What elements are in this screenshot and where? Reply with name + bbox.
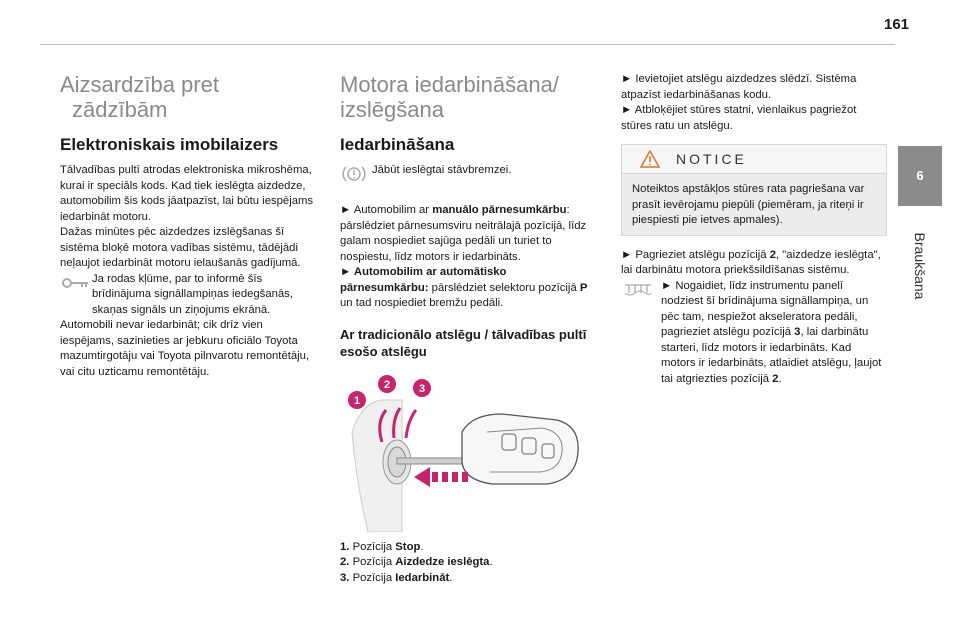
parking-brake-note: Jābūt ieslēgtai stāvbremzei. — [340, 163, 598, 193]
section-title-anti-theft: Aizsardzība pret zādzībām — [60, 72, 219, 122]
notice-box — [621, 144, 887, 236]
warning-light-note: Ja rodas kļūme, par to informē šīs brīdinājuma signāllampiņas iedegšanās, skaņas signāls un ziņojums ekrānā. — [60, 272, 318, 319]
column-engine-start — [340, 72, 598, 586]
key-warning-icon — [60, 274, 90, 290]
preheat-step: ► Nogaidiet, līdz instrumentu panelī nodziest šī brīdinājuma signāllampiņa, un pēc tam, nespiežot akseleratora pedāli, pagrieziet atslēgu pozīcijā 3, lai darbinātu starteri, līdz motors ir iedarbināts. Kad motors ir iedarbināts, atlaidiet atslēgu, ļaujot tai atgriezties pozīcijā 2. — [621, 279, 887, 388]
paragraph: Automobili nevar iedarbināt; cik drīz vien iespējams, sazinieties ar jebkuru oficiālo Toyota mazumtirgotāju vai Toyota pilnvarotu remontētāju, vai citu uzticamu remontētāju. — [60, 319, 310, 378]
page-number: 161 — [884, 16, 910, 33]
procedure-step: ► Pagrieziet atslēgu pozīcijā 2, "aizdedze ieslēgta", lai darbinātu motora priekšsildīšanas sistēmu. — [621, 248, 881, 276]
diagram-label-1: 1 — [353, 394, 361, 407]
heading-immobiliser: Elektroniskais imobilaizers — [60, 135, 279, 154]
header-divider — [40, 44, 895, 45]
chapter-label-text: Braukšana — [912, 232, 928, 300]
diagram-label-3: 3 — [418, 382, 426, 395]
parking-brake-icon — [340, 165, 368, 183]
procedure-step: ► Ievietojiet atslēgu aizdedzes slēdzī. Sistēma atpazīst iedarbināšanas kodu. — [621, 73, 857, 101]
paragraph: Tālvadības pultī atrodas elektroniska mikroshēma, kurai ir speciāls kods. Kad tiek ieslēgta aizdedze, automobilim šis kods jāatpazīst, lai būtu iespējams iedarbināt motoru. — [60, 164, 314, 223]
ignition-key-diagram — [342, 372, 590, 532]
ignition-illustration — [342, 372, 590, 532]
procedure-step: ► Atbloķējiet stūres statni, vienlaikus pagriežot stūres ratu un atslēgu. — [621, 104, 857, 132]
legend-item: 1. Pozīcija Stop. — [340, 540, 424, 553]
paragraph: Dažas minūtes pēc aizdedzes izslēgšanas šī sistēma bloķē motora vadības sistēmu, tādējādi neļaujot iedarbināt motoru ielaušanās gadījumā. — [60, 226, 301, 269]
chapter-label — [903, 216, 937, 316]
automatic-gearbox-step: ► Automobilim ar automātisko pārnesumkārbu: pārslēdziet selektoru pozīcijā P un tad nospiediet bremžu pedāli. — [340, 266, 588, 309]
glow-plug-icon — [621, 281, 655, 297]
legend-item: 2. Pozīcija Aizdedze ieslēgta. — [340, 556, 493, 568]
column-procedure — [621, 72, 887, 387]
subheading-key: Ar tradicionālo atslēgu / tālvadības pultī esošo atslēgu — [340, 326, 587, 359]
notice-text: Noteiktos apstākļos stūres rata pagriešana var prasīt ievērojamu piepūli (piemēram, ja riteņi ir piespiesti pie ietves apmales). — [632, 183, 865, 226]
chapter-tab[interactable] — [898, 146, 942, 206]
section-title-engine: Motora iedarbināšana/ izslēgšana — [340, 72, 559, 122]
chapter-number: 6 — [916, 168, 924, 183]
diagram-legend — [340, 540, 598, 587]
notice-title: NOTICE — [676, 151, 747, 167]
diagram-label-2: 2 — [383, 378, 391, 391]
warning-triangle-icon — [640, 150, 660, 168]
column-anti-theft — [60, 72, 318, 380]
heading-starting: Iedarbināšana — [340, 135, 455, 154]
manual-gearbox-step: ► Automobilim ar manuālo pārnesumkārbu: pārslēdziet pārnesumsviru neitrālajā pozīcijā, līdz galam nospiediet sajūga pedāli un turiet to nospiestu, līdz motors ir iedarbināts. — [340, 204, 587, 263]
legend-item: 3. Pozīcija Iedarbināt. — [340, 571, 453, 584]
